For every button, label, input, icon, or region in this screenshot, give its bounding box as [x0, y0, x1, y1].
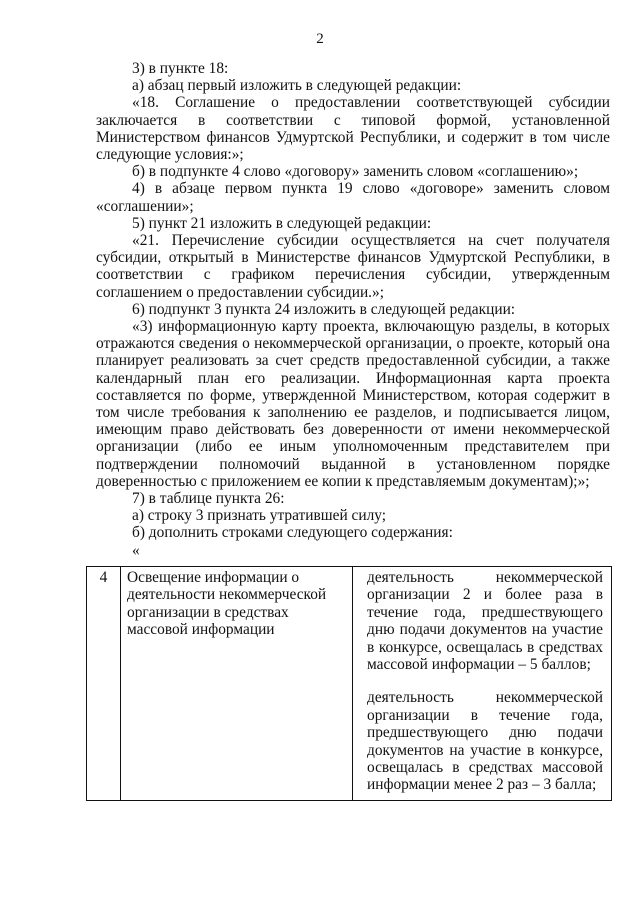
paragraph: «18. Соглашение о предоставлении соответствующей субсидии заключается в соответствии с типовой формой, установленной Министерством финансов Удмуртской Республики, и содержит в том числе следующие условия:»;	[96, 94, 610, 164]
score-criterion: деятельность некоммерческой организации в течение года, предшествующего дню подачи документов на участие в конкурсе, освещалась в средствах массовой информации менее 2 раз – 3 балла;	[367, 689, 603, 794]
score-criterion: деятельность некоммерческой организации 2 и более раза в течение года, предшествующего дню подачи документов на участие в конкурсе, освещалась в средствах массовой информации – 5 баллов;	[367, 569, 603, 674]
paragraph: 3) в пункте 18:	[132, 60, 229, 77]
paragraph: 5) пункт 21 изложить в следующей редакции:	[132, 214, 432, 232]
paragraph: а) строку 3 признать утратившей силу;	[132, 507, 387, 525]
row-number-cell: 4	[87, 567, 121, 801]
criteria-table	[86, 566, 612, 801]
paragraph: «3) информационную карту проекта, включающую разделы, в которых отражаются сведения о некоммерческой организации, о проекте, который она планирует реализовать за счет средств предоставленной субсидии, а также календарный план его реализации. Информационная карта проекта составляется по форме, утвержденной Министерством, которая содержит в том числе требования к заполнению ее разделов, и подписывается лицом, имеющим право действовать без доверенности от имени некоммерческой организации (либо ее иным уполномоченным представителем при подтверждении полномочий выданной в установленном порядке доверенностью с приложением ее копии к представляемым документам);»;	[96, 318, 610, 490]
table-row	[87, 567, 612, 801]
paragraph: 7) в таблице пункта 26:	[132, 490, 285, 508]
paragraph: б) в подпункте 4 слово «договору» заменить словом «соглашению»;	[132, 163, 579, 181]
criterion-score-cell	[353, 567, 612, 801]
page-number: 2	[316, 31, 324, 47]
document-body	[96, 60, 610, 559]
paragraph: б) дополнить строками следующего содержания:	[132, 524, 453, 542]
criteria-table-wrapper	[86, 566, 611, 801]
paragraph: а) абзац первый изложить в следующей редакции:	[132, 77, 462, 95]
paragraph: «21. Перечисление субсидии осуществляется на счет получателя субсидии, открытый в Министерстве финансов Удмуртской Республики, в соответствии с графиком перечисления субсидии, утвержденным соглашением о предоставлении субсидии.»;	[96, 232, 610, 301]
criterion-name-cell: Освещение информации о деятельности некоммерческой организации в средствах массовой информации	[121, 567, 353, 801]
opening-quote: «	[132, 541, 140, 559]
paragraph: 6) подпункт 3 пункта 24 изложить в следующей редакции:	[132, 300, 516, 318]
paragraph: 4) в абзаце первом пункта 19 слово «договоре» заменить словом «соглашении»;	[96, 180, 610, 215]
